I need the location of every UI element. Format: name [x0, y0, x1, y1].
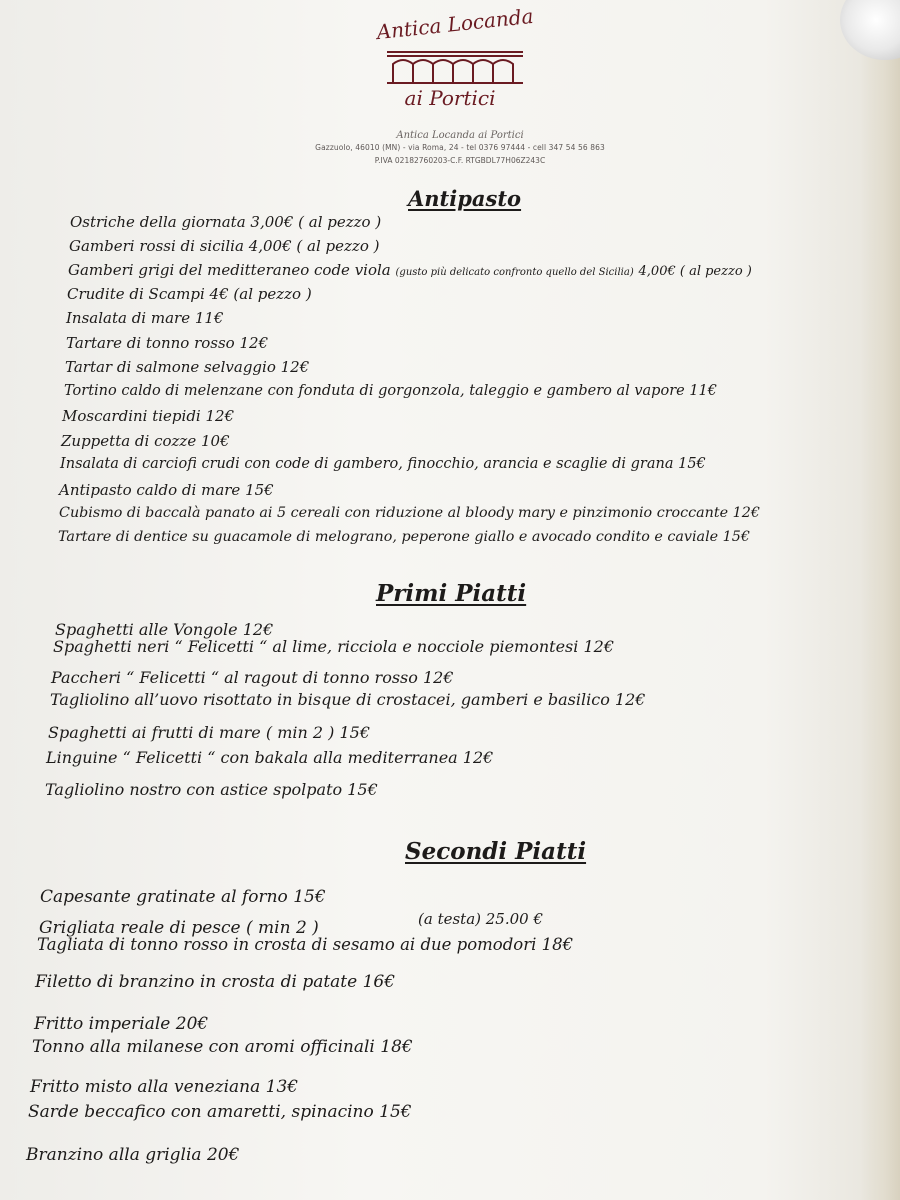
section-title-secondi: Secondi Piatti: [405, 838, 587, 865]
menu-item: Gamberi rossi di sicilia 4,00€ ( al pezzo ): [69, 237, 380, 255]
menu-item: Moscardini tiepidi 12€: [62, 407, 235, 425]
arcade-logo-icon: [385, 46, 525, 86]
table-surface: [860, 0, 900, 1200]
menu-item: Linguine “ Felicetti “ con bakala alla mediterranea 12€: [46, 748, 494, 767]
restaurant-name: Antica Locanda ai Portici: [396, 130, 524, 141]
menu-item-name: Grigliata reale di pesce ( min 2 ): [39, 918, 319, 938]
menu-item: Tartare di tonno rosso 12€: [66, 334, 269, 352]
menu-item: Insalata di mare 11€: [66, 309, 224, 327]
tax-id-line: P.IVA 02182760203-C.F. RTGBDL77H06Z243C: [374, 156, 546, 165]
menu-item: Sarde beccafico con amaretti, spinacino 15€: [28, 1102, 412, 1122]
menu-item: Crudite di Scampi 4€ (al pezzo ): [67, 285, 312, 303]
menu-item: Branzino alla griglia 20€: [26, 1145, 240, 1165]
menu-item: Spaghetti alle Vongole 12€: [55, 620, 274, 639]
menu-item: Spaghetti ai frutti di mare ( min 2 ) 15€: [48, 723, 370, 742]
section-title-primi: Primi Piatti: [376, 580, 527, 607]
menu-item: Tortino caldo di melenzane con fonduta di gorgonzola, taleggio e gambero al vapore 11€: [64, 383, 717, 399]
menu-item-price: 4,00€ ( al pezzo ): [638, 264, 752, 279]
menu-item-price: (a testa) 25.00 €: [418, 910, 544, 928]
section-title-antipasto: Antipasto: [408, 186, 522, 211]
menu-item-note: (gusto più delicato confronto quello del Sicilia): [395, 267, 634, 278]
menu-item: Spaghetti neri “ Felicetti “ al lime, ricciola e nocciole piemontesi 12€: [53, 637, 614, 656]
menu-item: Zuppetta di cozze 10€: [61, 432, 230, 450]
menu-item: Ostriche della giornata 3,00€ ( al pezzo ): [70, 213, 382, 231]
logo-title: Antica Locanda: [375, 3, 535, 45]
menu-item: Filetto di branzino in crosta di patate 16€: [35, 972, 396, 992]
menu-item: Tagliolino all’uovo risottato in bisque di crostacei, gamberi e basilico 12€: [50, 690, 646, 709]
wine-glass: [840, 0, 900, 60]
menu-item: Cubismo di baccalà panato ai 5 cereali con riduzione al bloody mary e pinzimonio croccante 12€: [59, 505, 760, 521]
menu-item: Tonno alla milanese con aromi officinali 18€: [32, 1037, 413, 1057]
menu-item: Fritto misto alla veneziana 13€: [30, 1077, 299, 1097]
menu-item: Tagliolino nostro con astice spolpato 15€: [45, 780, 378, 799]
menu-item: Capesante gratinate al forno 15€: [40, 887, 326, 907]
menu-item: Insalata di carciofi crudi con code di gambero, finocchio, arancia e scaglie di grana 15€: [60, 456, 706, 472]
menu-item: Tartare di dentice su guacamole di melograno, peperone giallo e avocado condito e caviale 15€: [58, 529, 750, 545]
menu-item: Paccheri “ Felicetti “ al ragout di tonno rosso 12€: [51, 668, 454, 687]
menu-item: Tartar di salmone selvaggio 12€: [65, 358, 310, 376]
menu-item: [68, 261, 752, 279]
menu-item-name: Gamberi grigi del meditteraneo code viola: [68, 261, 391, 279]
menu-item: Tagliata di tonno rosso in crosta di sesamo ai due pomodori 18€: [37, 935, 574, 954]
menu-item: Fritto imperiale 20€: [34, 1014, 209, 1034]
logo-subtitle: ai Portici: [404, 86, 496, 110]
contact-line: Gazzuolo, 46010 (MN) - via Roma, 24 - tel 0376 97444 - cell 347 54 56 863: [315, 143, 605, 152]
menu-item: Antipasto caldo di mare 15€: [59, 481, 274, 499]
